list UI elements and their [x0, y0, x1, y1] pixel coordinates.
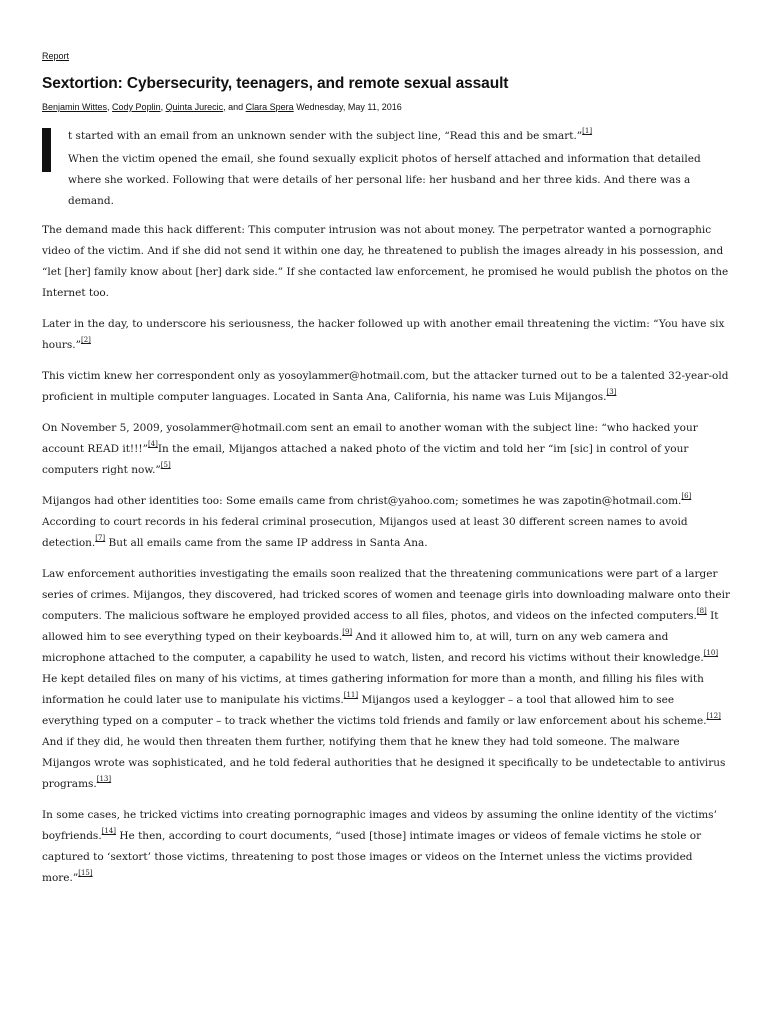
footnote-ref[interactable]: [3]	[606, 388, 617, 396]
paragraph	[68, 149, 730, 212]
paragraph-text: It allowed him to see everything typed on their keyboards.	[42, 610, 719, 643]
paragraph-text: Later in the day, to underscore his seriousness, the hacker followed up with another email threatening the victim: “You have six hours.”	[42, 318, 725, 351]
drop-cap-letter-i	[42, 128, 51, 172]
footnote-ref[interactable]: [2]	[80, 336, 91, 344]
author-link-clara-spera[interactable]: Clara Spera	[245, 102, 294, 112]
author-link-benjamin-wittes[interactable]: Benjamin Wittes	[42, 102, 108, 112]
paragraph-text: Mijangos used a keylogger – a tool that allowed him to see everything typed on a computer – to track whether the victims told friends and family or law enforcement about his scheme.	[42, 694, 707, 727]
footnote-ref[interactable]: [15]	[78, 869, 93, 877]
paragraph-text: He kept detailed files on many of his victims, at times gathering information for more than a month, and filling his files with information he could later use to manipulate his victims.	[42, 673, 704, 706]
report-category-link[interactable]: Report	[42, 51, 70, 61]
footnote-ref[interactable]: [6]	[681, 492, 692, 500]
paragraph	[42, 805, 730, 889]
paragraph-text: t started with an email from an unknown sender with the subject line, “Read this and be smart.”	[68, 130, 583, 142]
footnote-ref[interactable]: [5]	[160, 461, 171, 469]
paragraph-text: Law enforcement authorities investigating the emails soon realized that the threatening communications were part of a larger series of crimes. Mijangos, they discovered, had tricked scores of women and teenage girls into downloading malware onto their computers. The malicious software he employed provided access to all files, photos, and videos on the infected computers.	[42, 568, 731, 622]
byline	[42, 101, 730, 113]
paragraph	[42, 491, 730, 554]
paragraph-text: In some cases, he tricked victims into creating pornographic images and videos by assuming the online identity of the victims’ boyfriends.	[42, 809, 717, 842]
paragraph	[68, 126, 730, 147]
author-link-cody-poplin[interactable]: Cody Poplin	[112, 102, 161, 112]
article-body	[42, 220, 730, 889]
footnote-ref[interactable]: [9]	[342, 628, 353, 636]
paragraph	[42, 366, 730, 408]
paragraph-text: The demand made this hack different: This computer intrusion was not about money. The perpetrator wanted a pornographic video of the victim. And if she did not send it within one day, he threatened to publish the images already in his possession, and “let [her] family know about [her] dark side.” If she contacted law enforcement, he promised he would publish the photos on the Internet too.	[42, 224, 729, 299]
footnote-ref[interactable]: [11]	[343, 691, 359, 699]
paragraph	[42, 314, 730, 356]
article	[42, 44, 730, 899]
paragraph-text: And if they did, he would then threaten them further, notifying them that he knew they had told someone. The malware Mijangos wrote was sophisticated, and he told federal authorities that he designed it specifically to be undetectable to antivirus programs.	[42, 736, 726, 790]
paragraph-text: According to court records in his federal criminal prosecution, Mijangos used at least 30 different screen names to avoid detection.	[42, 516, 688, 549]
lead-section	[42, 126, 730, 212]
byline-separator: , and	[223, 102, 246, 112]
footnote-ref[interactable]: [8]	[696, 607, 707, 615]
paragraph-text: On November 5, 2009, yosolammer@hotmail.com sent an email to another woman with the subject line: “who hacked your account READ it!!!”	[42, 422, 698, 455]
paragraph	[42, 418, 730, 481]
byline-separator: ,	[160, 102, 166, 112]
publish-date: Wednesday, May 11, 2016	[293, 102, 402, 112]
paragraph-text: When the victim opened the email, she found sexually explicit photos of herself attached and information that detailed where she worked. Following that were details of her personal life: her husband and her three kids. And there was a demand.	[68, 153, 701, 207]
paragraph	[42, 220, 730, 304]
paragraph-text: He then, according to court documents, “used [those] intimate images or videos of female victims he stole or captured to ‘sextort’ those victims, threatening to post those images or videos on the Internet unless the victims provided more.”	[42, 830, 702, 884]
footnote-ref[interactable]: [7]	[95, 534, 106, 542]
paragraph-text: In the email, Mijangos attached a naked photo of the victim and told her “im [sic] in control of your computers right now.”	[42, 443, 689, 476]
article-title: Sextortion: Cybersecurity, teenagers, and remote sexual assault	[42, 75, 509, 92]
paragraph-text: Mijangos had other identities too: Some emails came from christ@yahoo.com; sometimes he was zapotin@hotmail.com.	[42, 495, 682, 507]
footnote-ref[interactable]: [1]	[582, 127, 593, 135]
paragraph-text: This victim knew her correspondent only as yosoylammer@hotmail.com, but the attacker turned out to be a talented 32-year-old proficient in multiple computer languages. Located in Santa Ana, California, his name was Luis Mijangos.	[42, 370, 729, 403]
footnote-ref[interactable]: [14]	[101, 827, 117, 835]
footnote-ref[interactable]: [12]	[706, 712, 721, 720]
footnote-ref[interactable]: [4]	[147, 440, 158, 448]
author-link-quinta-jurecic[interactable]: Quinta Jurecic	[165, 102, 224, 112]
paragraph	[42, 564, 730, 795]
byline-separator: ,	[107, 102, 113, 112]
paragraph-text: And it allowed him to, at will, turn on any web camera and microphone attached to the computer, a capability he used to watch, listen, and record his victims without their knowledge.	[42, 631, 704, 664]
footnote-ref[interactable]: [10]	[703, 649, 719, 657]
paragraph-text: But all emails came from the same IP address in Santa Ana.	[105, 537, 428, 549]
footnote-ref[interactable]: [13]	[96, 775, 112, 783]
